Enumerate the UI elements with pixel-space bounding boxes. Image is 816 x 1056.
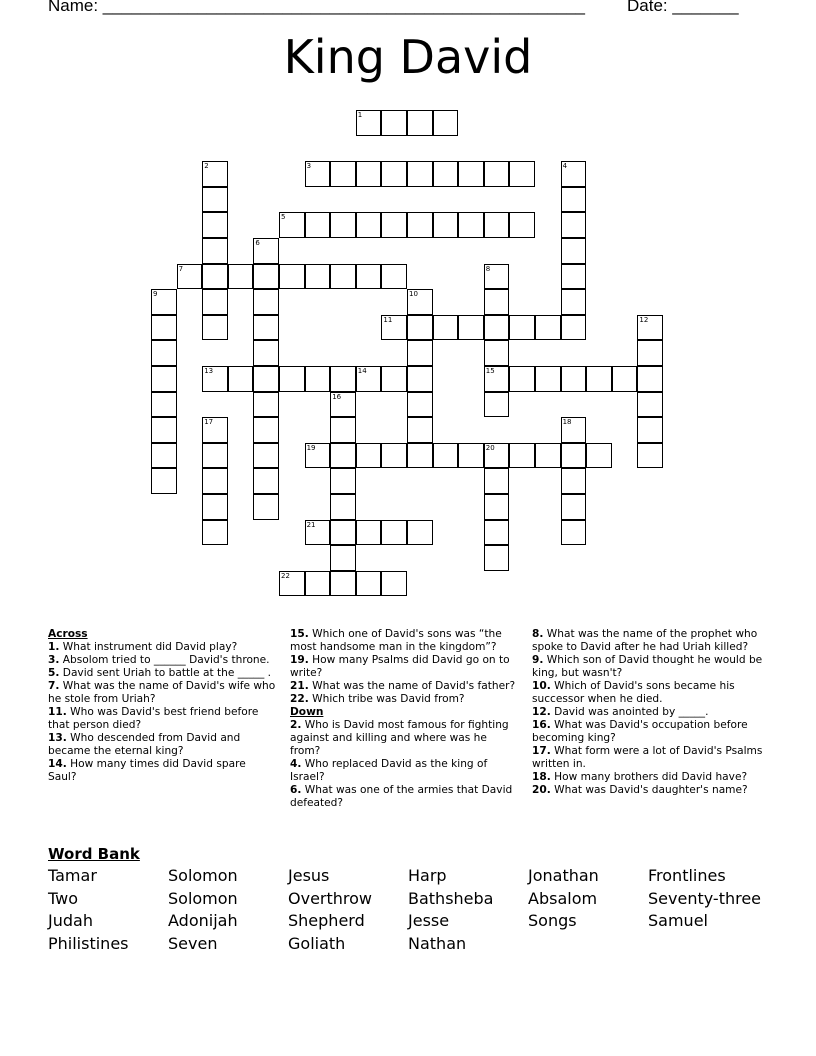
grid-cell[interactable] xyxy=(484,340,510,366)
grid-cell[interactable] xyxy=(330,545,356,571)
grid-cell[interactable] xyxy=(561,443,587,469)
clue-across-15: 15. Which one of David's sons was “the most handsome man in the kingdom”? xyxy=(290,628,502,653)
clue-down-9: 9. Which son of David thought he would be king, but wasn't? xyxy=(532,654,763,679)
across-heading: Across xyxy=(48,628,88,640)
word-bank-title: Word Bank xyxy=(48,845,140,863)
clue-across-14: 14. How many times did David spare Saul? xyxy=(48,758,246,783)
grid-cell[interactable] xyxy=(228,264,254,290)
grid-cell[interactable] xyxy=(561,212,587,238)
word-bank-item: Tamar xyxy=(48,866,97,885)
clue-down-17: 17. What form were a lot of David's Psalms written in. xyxy=(532,745,763,770)
grid-cell[interactable] xyxy=(279,366,305,392)
grid-cell[interactable] xyxy=(202,494,228,520)
grid-cell[interactable] xyxy=(356,571,382,597)
grid-cell[interactable] xyxy=(561,366,587,392)
clue-down-12: 12. David was anointed by _____. xyxy=(532,706,709,718)
grid-cell[interactable] xyxy=(381,212,407,238)
grid-cell[interactable] xyxy=(330,571,356,597)
date-field-label: Date: _______ xyxy=(627,0,739,15)
word-bank-item: Seven xyxy=(168,933,218,953)
clue-number: 3 xyxy=(306,162,312,171)
word-bank-item: Solomon xyxy=(168,866,238,885)
grid-cell[interactable] xyxy=(356,110,382,136)
grid-cell[interactable] xyxy=(484,264,510,290)
grid-cell[interactable] xyxy=(484,161,510,187)
clues-column-2 xyxy=(290,628,520,810)
grid-cell[interactable] xyxy=(637,366,663,392)
clue-across-1: 1. What instrument did David play? xyxy=(48,641,238,653)
grid-cell[interactable] xyxy=(151,417,177,443)
word-bank-item: Jesse xyxy=(408,911,450,931)
clue-down-6: 6. What was one of the armies that David defeated? xyxy=(290,784,513,809)
grid-cell[interactable] xyxy=(151,392,177,418)
grid-cell[interactable] xyxy=(484,443,510,469)
word-bank-item: Goliath xyxy=(288,933,346,953)
clue-number: 7 xyxy=(178,264,184,273)
clue-down-10: 10. Which of David's sons became his successor when he died. xyxy=(532,680,735,705)
clue-number: 16 xyxy=(332,392,342,401)
grid-cell[interactable] xyxy=(151,289,177,315)
grid-cell[interactable] xyxy=(484,520,510,546)
grid-cell[interactable] xyxy=(330,417,356,443)
grid-cell[interactable] xyxy=(202,443,228,469)
grid-cell[interactable] xyxy=(433,212,459,238)
grid-cell[interactable] xyxy=(433,161,459,187)
word-bank-item: Judah xyxy=(48,911,93,931)
clues-column-1 xyxy=(48,628,276,784)
grid-cell[interactable] xyxy=(330,161,356,187)
grid-cell[interactable] xyxy=(407,315,433,341)
grid-cell[interactable] xyxy=(356,520,382,546)
word-bank-item: Two xyxy=(48,888,78,908)
grid-cell[interactable] xyxy=(433,443,459,469)
clue-number: 12 xyxy=(639,315,649,324)
grid-cell[interactable] xyxy=(381,161,407,187)
grid-cell[interactable] xyxy=(637,443,663,469)
grid-cell[interactable] xyxy=(202,315,228,341)
grid-cell[interactable] xyxy=(305,366,331,392)
clue-across-11: 11. Who was David's best friend before that person died? xyxy=(48,706,259,731)
word-bank-item: Philistines xyxy=(48,933,129,953)
grid-cell[interactable] xyxy=(561,187,587,213)
word-bank-item: Harp xyxy=(408,866,447,885)
clue-across-21: 21. What was the name of David's father? xyxy=(290,680,516,692)
grid-cell[interactable] xyxy=(253,315,279,341)
grid-cell[interactable] xyxy=(305,264,331,290)
word-bank-item: Solomon xyxy=(168,888,238,908)
grid-cell[interactable] xyxy=(586,443,612,469)
grid-cell[interactable] xyxy=(561,264,587,290)
grid-cell[interactable] xyxy=(330,520,356,546)
grid-cell[interactable] xyxy=(202,520,228,546)
clue-number: 8 xyxy=(485,264,491,273)
grid-cell[interactable] xyxy=(484,289,510,315)
grid-cell[interactable] xyxy=(202,161,228,187)
grid-cell[interactable] xyxy=(458,315,484,341)
grid-cell[interactable] xyxy=(202,289,228,315)
grid-cell[interactable] xyxy=(561,315,587,341)
grid-cell[interactable] xyxy=(509,366,535,392)
clue-number: 10 xyxy=(409,290,418,299)
grid-cell[interactable] xyxy=(381,315,407,341)
grid-cell[interactable] xyxy=(407,340,433,366)
grid-cell[interactable] xyxy=(305,520,331,546)
grid-cell[interactable] xyxy=(151,366,177,392)
word-bank-item: Adonijah xyxy=(168,911,238,931)
grid-cell[interactable] xyxy=(202,264,228,290)
word-bank-item: Seventy-three xyxy=(648,888,762,908)
grid-cell[interactable] xyxy=(458,161,484,187)
grid-cell[interactable] xyxy=(509,443,535,469)
grid-cell[interactable] xyxy=(535,315,561,341)
clues-column-3 xyxy=(532,628,772,797)
grid-cell[interactable] xyxy=(484,315,510,341)
clue-across-7: 7. What was the name of David's wife who he stole from Uriah? xyxy=(48,680,276,705)
word-bank-item: Nathan xyxy=(408,933,467,953)
clue-number: 9 xyxy=(153,290,158,299)
grid-cell[interactable] xyxy=(330,443,356,469)
grid-cell[interactable] xyxy=(381,520,407,546)
clue-number: 1 xyxy=(357,111,363,119)
grid-cell[interactable] xyxy=(202,468,228,494)
grid-cell[interactable] xyxy=(253,264,279,290)
grid-cell[interactable] xyxy=(305,571,331,597)
word-bank-item: Songs xyxy=(528,911,577,931)
grid-cell[interactable] xyxy=(407,110,433,136)
word-bank-item: Shepherd xyxy=(288,911,365,931)
grid-cell[interactable] xyxy=(330,212,356,238)
grid-cell[interactable] xyxy=(356,264,382,290)
grid-cell[interactable] xyxy=(407,392,433,418)
word-bank-item: Frontlines xyxy=(648,866,726,885)
grid-cell[interactable] xyxy=(637,315,663,341)
grid-cell[interactable] xyxy=(561,494,587,520)
grid-cell[interactable] xyxy=(202,187,228,213)
grid-cell[interactable] xyxy=(484,366,510,392)
grid-cell[interactable] xyxy=(561,468,587,494)
grid-cell[interactable] xyxy=(253,366,279,392)
grid-cell[interactable] xyxy=(561,161,587,187)
word-bank-item: Absalom xyxy=(528,888,598,908)
grid-cell[interactable] xyxy=(407,212,433,238)
clue-down-8: 8. What was the name of the prophet who spoke to David after he had Uriah killed? xyxy=(532,628,758,653)
grid-cell[interactable] xyxy=(381,366,407,392)
clue-number: 21 xyxy=(306,520,316,529)
grid-cell[interactable] xyxy=(330,264,356,290)
grid-cell[interactable] xyxy=(151,340,177,366)
grid-cell[interactable] xyxy=(330,468,356,494)
grid-cell[interactable] xyxy=(433,110,459,136)
grid-cell[interactable] xyxy=(407,417,433,443)
grid-cell[interactable] xyxy=(484,392,510,418)
clue-number: 6 xyxy=(255,239,260,247)
grid-cell[interactable] xyxy=(561,417,587,443)
grid-cell[interactable] xyxy=(177,264,203,290)
grid-cell[interactable] xyxy=(253,443,279,469)
grid-cell[interactable] xyxy=(151,315,177,341)
name-field-label: Name: ___________________________________________________ xyxy=(48,0,585,15)
grid-cell[interactable] xyxy=(381,264,407,290)
grid-cell[interactable] xyxy=(330,366,356,392)
clue-number: 2 xyxy=(204,162,209,171)
clue-number: 18 xyxy=(562,418,572,427)
clue-number: 11 xyxy=(383,315,393,324)
grid-cell[interactable] xyxy=(509,212,535,238)
grid-cell[interactable] xyxy=(612,366,638,392)
clue-across-5: 5. David sent Uriah to battle at the _____ . xyxy=(48,667,271,679)
clue-number: 4 xyxy=(562,162,568,171)
grid-cell[interactable] xyxy=(561,289,587,315)
clue-number: 5 xyxy=(281,213,286,222)
grid-cell[interactable] xyxy=(330,392,356,418)
grid-cell[interactable] xyxy=(202,366,228,392)
grid-cell[interactable] xyxy=(202,238,228,264)
word-bank-item: Overthrow xyxy=(288,888,372,908)
grid-cell[interactable] xyxy=(407,289,433,315)
grid-cell[interactable] xyxy=(356,366,382,392)
clue-number: 13 xyxy=(204,367,214,375)
grid-cell[interactable] xyxy=(433,315,459,341)
grid-cell[interactable] xyxy=(202,417,228,443)
grid-cell[interactable] xyxy=(279,571,305,597)
grid-cell[interactable] xyxy=(253,238,279,264)
grid-cell[interactable] xyxy=(407,366,433,392)
grid-cell[interactable] xyxy=(305,161,331,187)
grid-cell[interactable] xyxy=(151,443,177,469)
grid-cell[interactable] xyxy=(151,468,177,494)
clue-number: 14 xyxy=(357,367,367,375)
clue-down-20: 20. What was David's daughter's name? xyxy=(532,784,748,796)
grid-cell[interactable] xyxy=(484,468,510,494)
grid-cell[interactable] xyxy=(356,161,382,187)
grid-cell[interactable] xyxy=(509,161,535,187)
grid-cell[interactable] xyxy=(253,494,279,520)
word-bank-item: Jesus xyxy=(288,866,330,885)
grid-cell[interactable] xyxy=(279,212,305,238)
word-bank-item: Bathsheba xyxy=(408,888,494,908)
down-heading: Down xyxy=(290,706,324,718)
grid-cell[interactable] xyxy=(561,520,587,546)
grid-cell[interactable] xyxy=(279,264,305,290)
grid-cell[interactable] xyxy=(407,443,433,469)
grid-cell[interactable] xyxy=(535,443,561,469)
clue-down-4: 4. Who replaced David as the king of Israel? xyxy=(290,758,488,783)
clue-number: 19 xyxy=(306,443,316,452)
grid-cell[interactable] xyxy=(484,212,510,238)
grid-cell[interactable] xyxy=(305,212,331,238)
grid-cell[interactable] xyxy=(458,212,484,238)
grid-cell[interactable] xyxy=(637,417,663,443)
grid-cell[interactable] xyxy=(381,110,407,136)
grid-cell[interactable] xyxy=(561,238,587,264)
grid-cell[interactable] xyxy=(637,340,663,366)
clue-down-16: 16. What was David's occupation before becoming king? xyxy=(532,719,748,744)
clue-across-22: 22. Which tribe was David from? xyxy=(290,693,465,705)
word-bank-item: Samuel xyxy=(648,911,708,931)
grid-cell[interactable] xyxy=(637,392,663,418)
clue-down-18: 18. How many brothers did David have? xyxy=(532,771,748,783)
grid-cell[interactable] xyxy=(253,392,279,418)
word-bank-item: Jonathan xyxy=(528,866,599,885)
page-title: King David xyxy=(283,30,533,84)
clue-number: 20 xyxy=(485,443,495,452)
grid-cell[interactable] xyxy=(381,443,407,469)
grid-cell[interactable] xyxy=(535,366,561,392)
grid-cell[interactable] xyxy=(330,494,356,520)
grid-cell[interactable] xyxy=(458,443,484,469)
clue-across-19: 19. How many Psalms did David go on to write? xyxy=(290,654,510,679)
grid-cell[interactable] xyxy=(253,340,279,366)
clue-across-3: 3. Absolom tried to ______ David's throne. xyxy=(48,654,270,666)
grid-cell[interactable] xyxy=(253,289,279,315)
clue-number: 17 xyxy=(204,418,214,427)
grid-cell[interactable] xyxy=(407,161,433,187)
grid-cell[interactable] xyxy=(253,417,279,443)
grid-cell[interactable] xyxy=(202,212,228,238)
grid-cell[interactable] xyxy=(484,494,510,520)
grid-cell[interactable] xyxy=(586,366,612,392)
clue-down-2: 2. Who is David most famous for fighting against and killing and where was he from? xyxy=(290,719,509,757)
grid-cell[interactable] xyxy=(381,571,407,597)
grid-cell[interactable] xyxy=(356,443,382,469)
grid-cell[interactable] xyxy=(228,366,254,392)
grid-cell[interactable] xyxy=(407,520,433,546)
grid-cell[interactable] xyxy=(509,315,535,341)
clue-across-13: 13. Who descended from David and became the eternal king? xyxy=(48,732,241,757)
grid-cell[interactable] xyxy=(305,443,331,469)
clue-number: 15 xyxy=(485,367,495,375)
grid-cell[interactable] xyxy=(253,468,279,494)
grid-cell[interactable] xyxy=(356,212,382,238)
clue-number: 22 xyxy=(281,571,290,580)
grid-cell[interactable] xyxy=(484,545,510,571)
